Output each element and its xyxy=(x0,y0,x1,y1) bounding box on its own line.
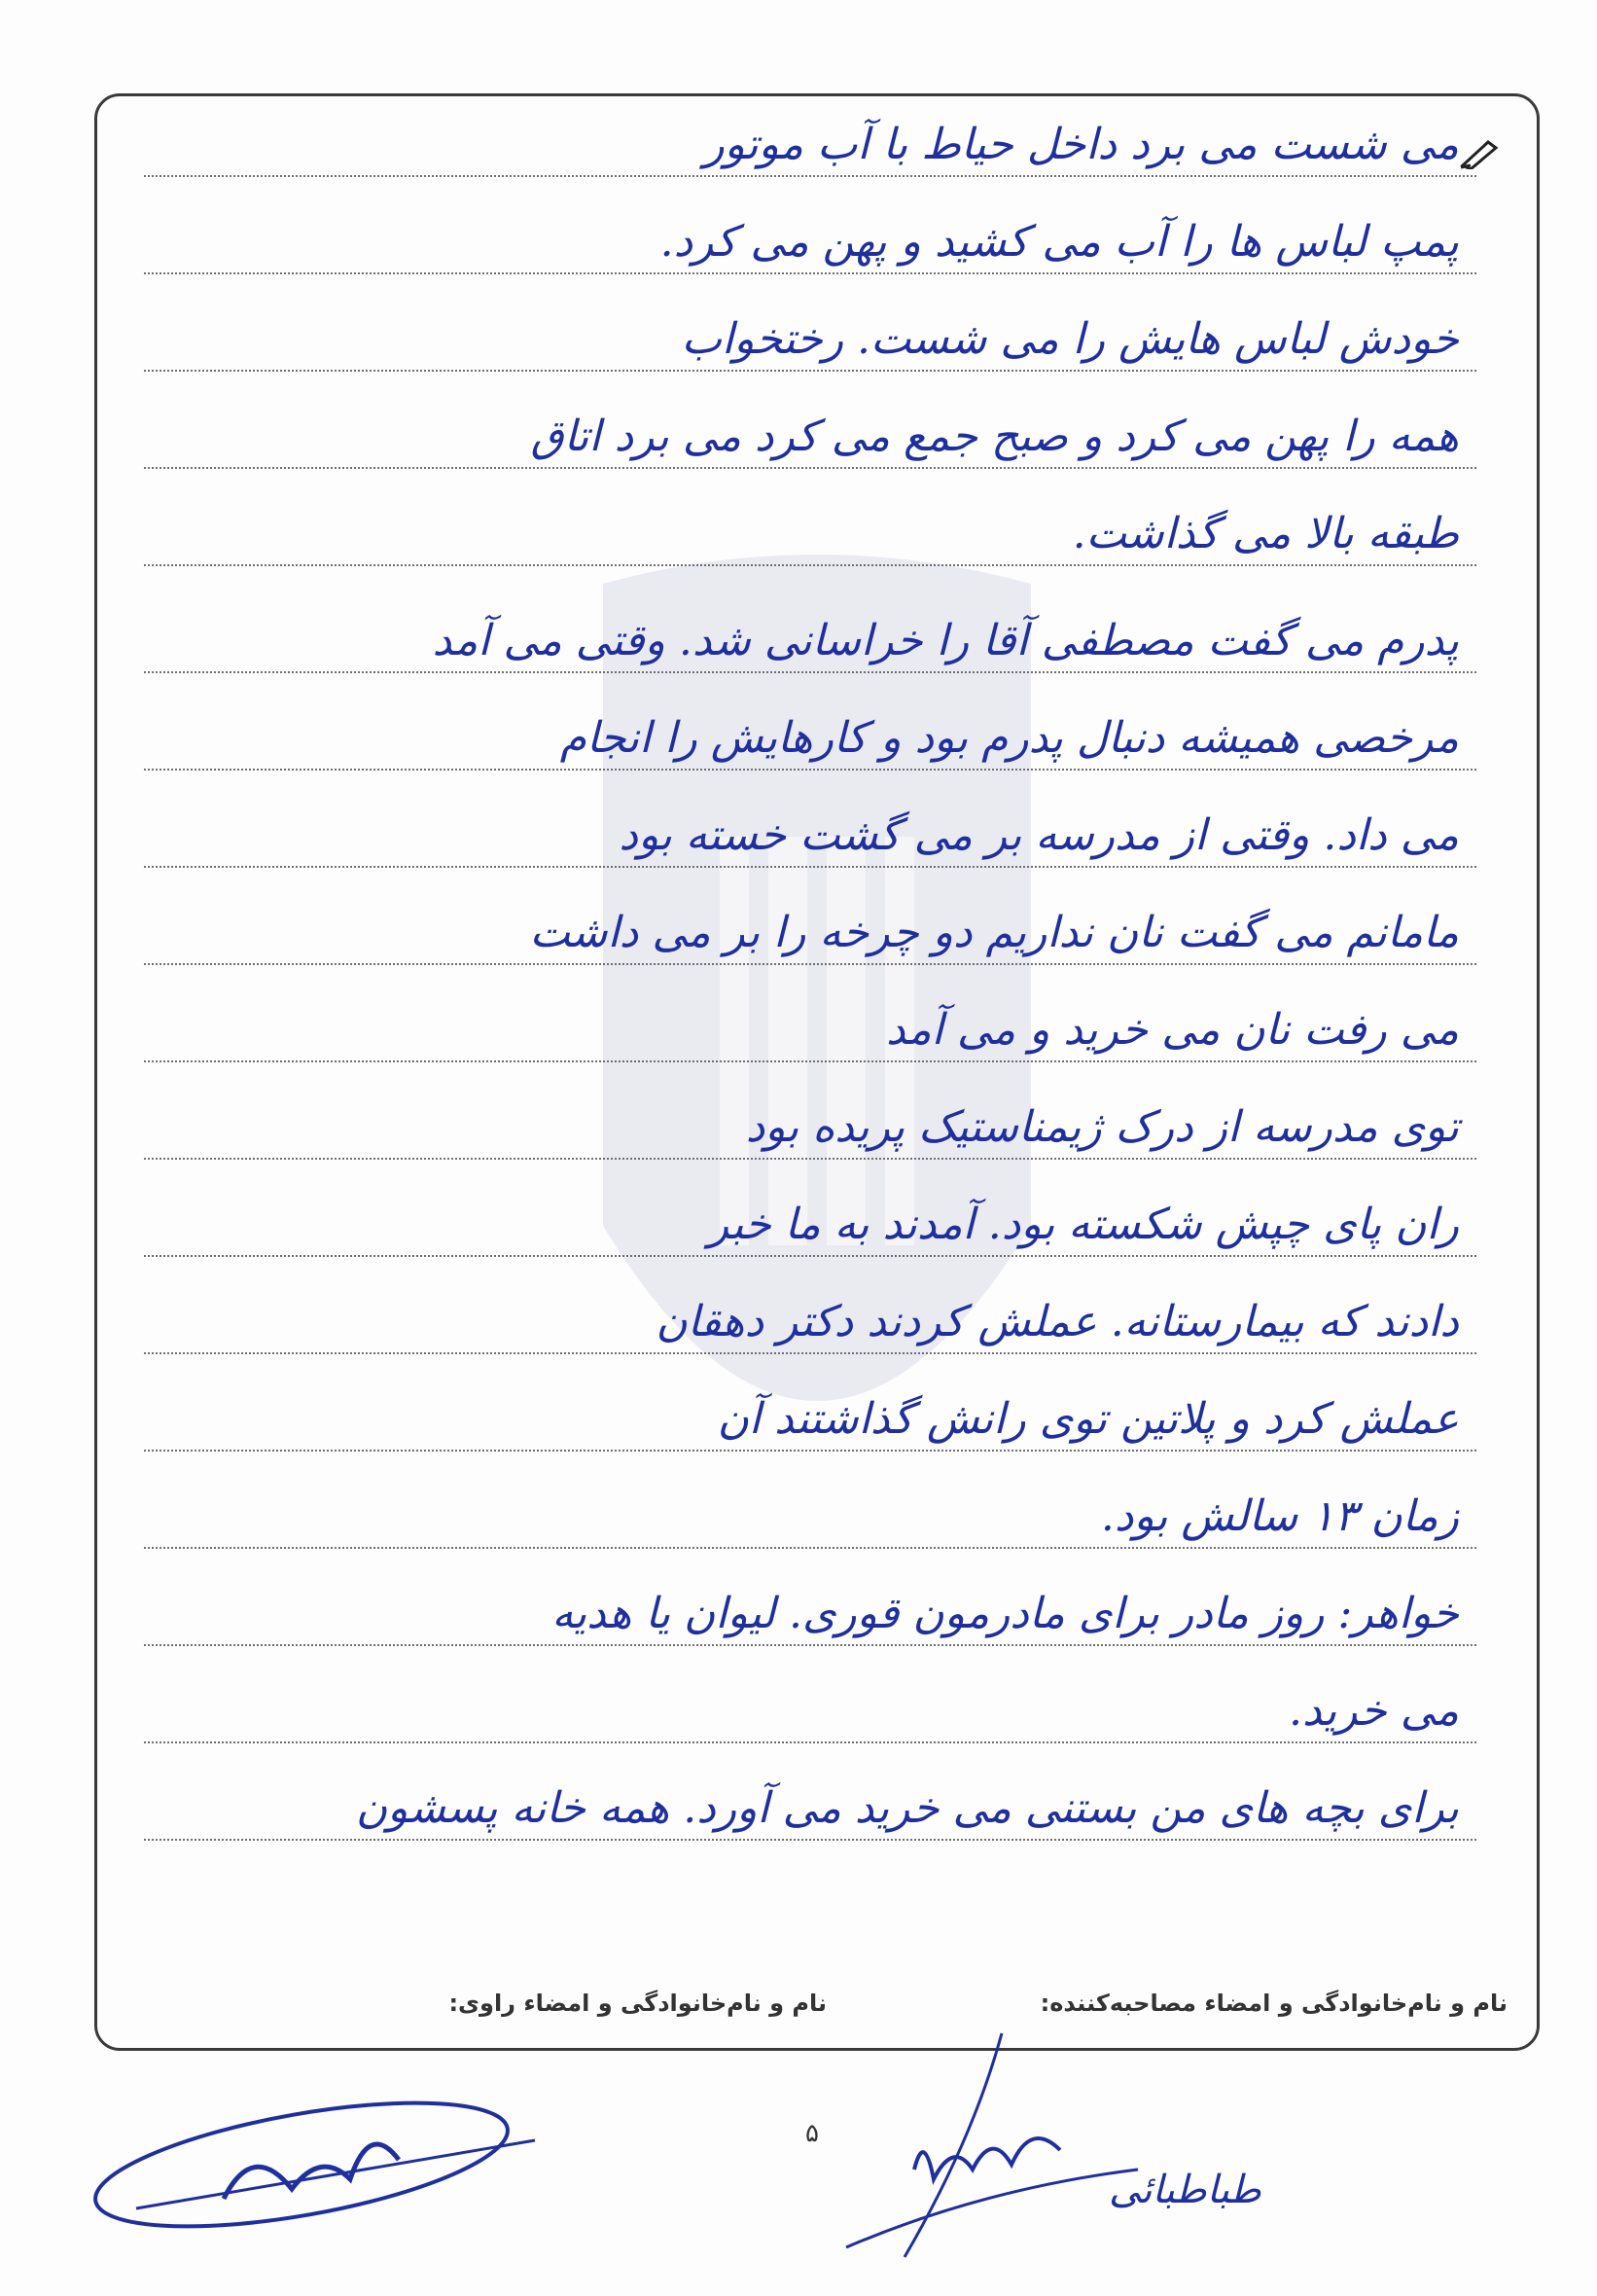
text-line xyxy=(144,788,1476,868)
handwritten-text: طبقه بالا می گذاشت. xyxy=(1072,509,1459,558)
handwritten-text: مرخصی همیشه دنبال پدرم بود و کارهایش را انجام xyxy=(559,713,1459,763)
page-number: ۵ xyxy=(805,2119,819,2148)
signature-labels xyxy=(340,1990,1508,2028)
text-line xyxy=(144,389,1476,469)
text-line xyxy=(144,195,1476,274)
text-line xyxy=(144,885,1476,965)
interviewer-signature xyxy=(827,2024,1148,2277)
text-line xyxy=(144,97,1476,177)
text-line xyxy=(144,1566,1476,1646)
narrator-label: نام و نام‌خانوادگی و امضاء راوی: xyxy=(448,1990,827,2017)
interviewer-label: نام و نام‌خانوادگی و امضاء مصاحبه‌کننده: xyxy=(1040,1990,1508,2017)
text-line xyxy=(144,1469,1476,1549)
text-line xyxy=(144,1177,1476,1257)
handwritten-text: ران پای چپش شکسته بود. آمدند به ما خبر xyxy=(708,1200,1459,1249)
text-line xyxy=(144,983,1476,1062)
page-frame xyxy=(94,93,1540,2051)
handwritten-text: می رفت نان می خرید و می آمد xyxy=(885,1005,1459,1055)
text-line xyxy=(144,1664,1476,1743)
handwritten-text: دادند که بیمارستانه. عملش کردند دکتر دهقان xyxy=(656,1297,1459,1346)
handwritten-text: توی مدرسه از درک ژیمناستیک پریده بود xyxy=(745,1102,1459,1152)
text-line xyxy=(144,691,1476,771)
narrator-signature xyxy=(78,2082,545,2247)
text-line xyxy=(144,292,1476,372)
handwritten-text: می خرید. xyxy=(1288,1686,1459,1736)
handwritten-text: مامانم می گفت نان نداریم دو چرخه را بر می داشت xyxy=(529,908,1459,957)
text-line xyxy=(144,1080,1476,1160)
handwritten-text: خواهر: روز مادر برای مادرمون قوری. لیوان یا هدیه xyxy=(551,1589,1459,1638)
handwritten-text: پمپ لباس ها را آب می کشید و پهن می کرد. xyxy=(659,217,1459,267)
handwritten-text: همه را پهن می کرد و صبح جمع می کرد می برد اتاق xyxy=(530,412,1459,461)
handwritten-text: می داد. وقتی از مدرسه بر می گشت خسته بود xyxy=(619,810,1459,860)
handwritten-text: پدرم می گفت مصطفی آقا را خراسانی شد. وقتی می آمد xyxy=(432,616,1459,665)
text-line xyxy=(144,486,1476,566)
handwritten-text: برای بچه های من بستنی می خرید می آورد. همه خانه پسشون xyxy=(355,1783,1459,1833)
handwritten-text: خودش لباس هایش را می شست. رختخواب xyxy=(681,314,1459,364)
text-line xyxy=(144,1761,1476,1841)
text-line xyxy=(144,593,1476,673)
text-line xyxy=(144,1372,1476,1452)
handwritten-text: می شست می برد داخل حیاط با آب موتور xyxy=(703,120,1459,169)
handwritten-text: عملش کرد و پلاتین توی رانش گذاشتند آن xyxy=(717,1394,1459,1444)
handwritten-text: زمان ۱۳ سالش بود. xyxy=(1100,1491,1459,1541)
text-line xyxy=(144,1274,1476,1354)
interviewer-signature-name: طباطبائی xyxy=(1109,2168,1261,2212)
